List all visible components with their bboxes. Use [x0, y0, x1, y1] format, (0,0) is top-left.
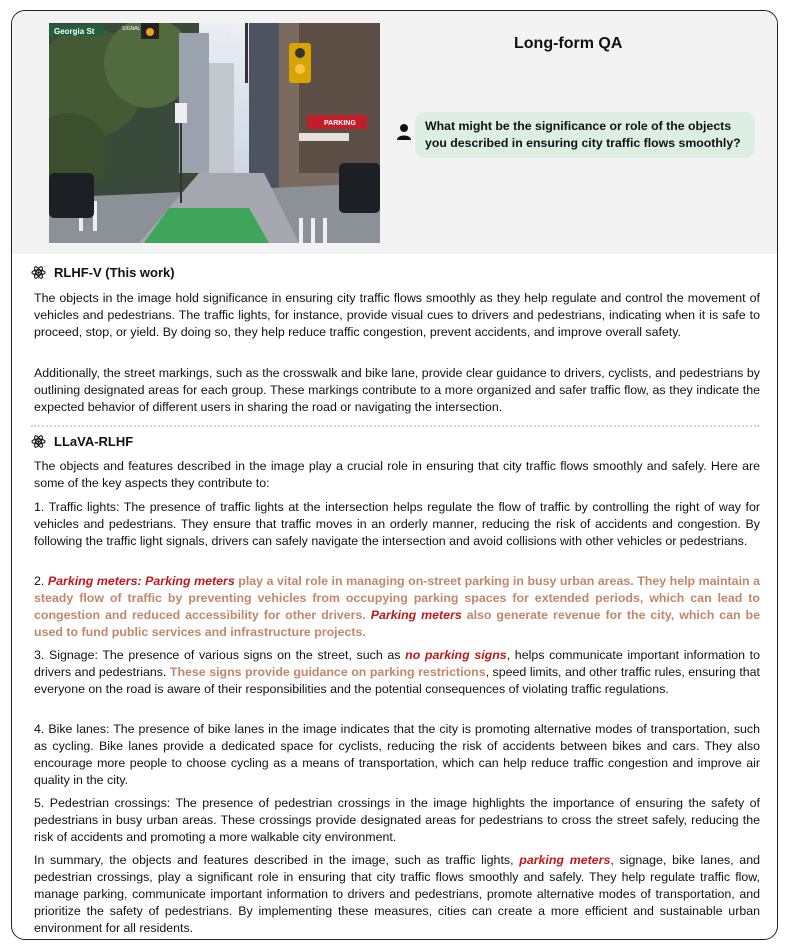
street-photo	[49, 23, 380, 243]
header-panel	[12, 11, 777, 254]
section-divider	[31, 425, 759, 427]
atom-icon	[31, 434, 46, 449]
llava-title: LLaVA-RLHF	[54, 434, 134, 449]
summary-text: , signage, bike lanes, and pedestrian crossings, play a significant role in ensuring that city traffic flows smoothly and safely. They help regulate traffic flow, manage parking, communicate important information to drivers and pedestrians, promote alternative modes of transportation, and prioritize the safety of pedestrians. By implementing these measures, cities can create a more efficient and sustainable urban environment for all residents.	[34, 853, 760, 935]
signage-text: , helps communicate important information to drivers and pedestrians.	[34, 648, 761, 679]
hallucination-text: parking meters	[519, 853, 611, 867]
question-bubble: What might be the significance or role of the objects you described in ensuring city traffic flows smoothly?	[415, 112, 755, 158]
rlhfv-title: RLHF-V (This work)	[54, 265, 175, 280]
street-sign-text: Georgia St	[54, 27, 95, 36]
llava-intro: The objects and features described in the image play a crucial role in ensuring that city traffic flows smoothly and safely. Here are some of the key aspects they contribute to:	[34, 459, 760, 490]
llava-item-parking-meters	[34, 573, 760, 641]
rlhfv-heading	[31, 265, 175, 280]
qa-title: Long-form QA	[514, 35, 623, 52]
highlighted-text: These signs provide guidance on parking restrictions	[169, 665, 486, 679]
llava-item-pedestrian-crossings: 5. Pedestrian crossings: The presence of pedestrian crossings in the image highlights the importance of ensuring the safety of pedestrians in busy urban areas. These crossings provide designated areas for pedestrians to cross the street safely, reducing the risk of accidents and promoting a more walkable city environment.	[34, 796, 760, 844]
hallucination-text: Parking meters	[370, 608, 462, 622]
llava-summary	[34, 852, 760, 937]
item-number: 2.	[34, 574, 48, 588]
figure-frame	[11, 10, 778, 940]
rlhfv-paragraph-2: Additionally, the street markings, such as the crosswalk and bike lane, provide clear guidance to drivers, cyclists, and pedestrians by outlining designated areas for each group. These markings contribute to a more organized and safer traffic flow, as they indicate the expected behavior of different users in sharing the road or navigating the intersection.	[34, 366, 760, 414]
atom-icon	[31, 265, 46, 280]
signage-text: 3. Signage: The presence of various signs on the street, such as	[34, 648, 406, 662]
llava-item-traffic-lights: 1. Traffic lights: The presence of traffic lights at the intersection helps regulate the flow of traffic by controlling the right of way for vehicles and pedestrians. They ensure that traffic moves in an orderly manner, reducing the risk of accidents and congestion. By following the traffic light signals, drivers can safely navigate the intersection and avoid collisions with other vehicles or pedestrians.	[34, 500, 760, 548]
user-icon	[396, 123, 412, 141]
highlighted-text: also generate revenue for the city, which can be used to fund public services and infrastructure projects.	[34, 608, 760, 639]
llava-item-signage	[34, 647, 760, 698]
parking-sign-text: PARKING	[324, 120, 356, 127]
rlhfv-paragraph-1: The objects in the image hold significance in ensuring city traffic flows smoothly as they help regulate and control the movement of vehicles and pedestrians. The traffic lights, for instance, provide visual cues to drivers and pedestrians, indicating when it is safe to proceed, stop, or yield. By doing so, they help reduce traffic congestion, prevent accidents, and improve overall safety.	[34, 291, 760, 339]
street-scene-image	[49, 23, 380, 243]
signage-text: , speed limits, and other traffic rules, ensuring that everyone on the road is aware of their responsibilities and the potential consequences of violating traffic regulations.	[34, 665, 760, 696]
highlighted-text: play a vital role in managing on-street parking in busy urban areas. They help maintain a steady flow of traffic by preventing vehicles from occupying parking spaces for extended periods, which can lead to congestion and reduced accessibility for other drivers.	[34, 574, 760, 622]
llava-item-bike-lanes: 4. Bike lanes: The presence of bike lanes in the image indicates that the city is promoting alternative modes of transportation, such as cycling. Bike lanes provide a dedicated space for cyclists, reducing the risk of accidents between bikes and cars. They also encourage more people to choose cycling as a means of transportation, which can help reduce traffic congestion and improve air quality in the city.	[34, 722, 760, 787]
hallucination-text: Parking meters: Parking meters	[47, 574, 235, 588]
summary-text: In summary, the objects and features described in the image, such as traffic lights,	[34, 853, 520, 867]
signal-sign-text: SIGNAL	[122, 26, 141, 32]
llava-heading	[31, 434, 133, 449]
hallucination-text: no parking signs	[405, 648, 507, 662]
